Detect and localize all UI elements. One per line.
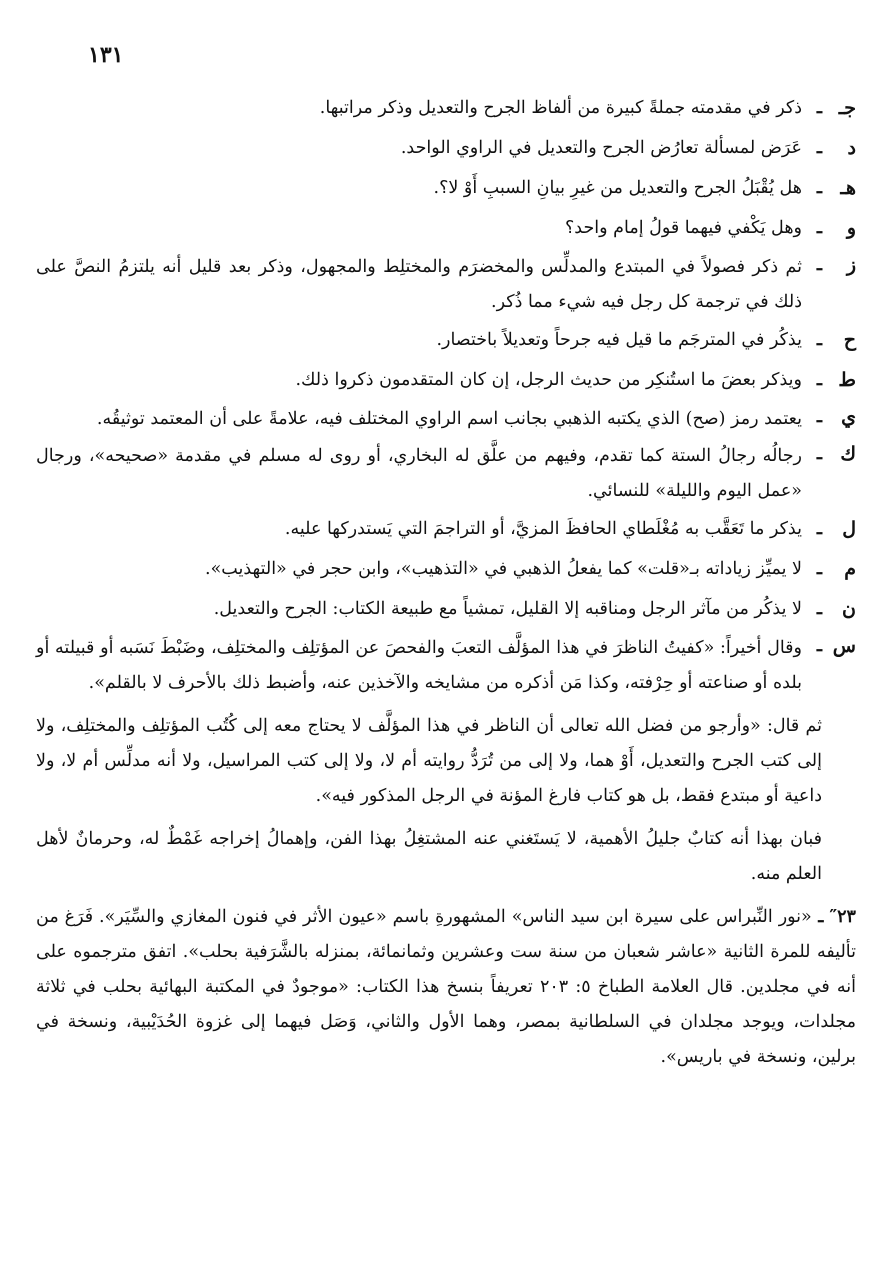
item-text: لا يميِّز زياداته بـ«قلت» كما يفعلُ الذهبي في «التذهيب»، وابن حجر في «التهذيب». xyxy=(205,559,802,579)
item-dash: ـ xyxy=(816,178,822,198)
item-text: لا يذكُر من مآثر الرجل ومناقبه إلا القليل، تمشياً مع طبيعة الكتاب: الجرح والتعديل. xyxy=(213,599,802,619)
page-number: ١٣١ xyxy=(88,42,124,68)
item-dash: ـ xyxy=(816,519,822,539)
list-item xyxy=(36,549,856,589)
item-dash: ـ xyxy=(816,218,822,238)
item-text: يعتمد رمز (صح) الذي يكتبه الذهبي بجانب اسم الراوي المختلف فيه، علامةً على أن المعتمد توثيقُه. xyxy=(96,409,802,429)
list-item xyxy=(36,437,856,509)
list-item xyxy=(36,360,856,400)
item-text: هل يُقْبَلُ الجرح والتعديل من غيرِ بيانِ السببِ أَوْ لا؟. xyxy=(433,178,802,198)
entry-dash: ـ xyxy=(811,907,824,927)
paragraph: فبان بهذا أنه كتابٌ جليلُ الأهمية، لا يَستَغني عنه المشتغِلُ بهذا الفن، وإهمالُ إخراجه غَمْطٌ له، وحرمانٌ لأهل العلم منه. xyxy=(36,829,822,884)
item-label: ك xyxy=(840,443,856,465)
list-item xyxy=(36,88,856,128)
item-text: ويذكر بعضَ ما استُنكِر من حديث الرجل، إن كان المتقدمون ذكروا ذلك. xyxy=(295,370,802,390)
list-item xyxy=(36,629,856,701)
item-text: يذكُر في المترجَم ما قيل فيه جرحاً وتعديلاً باختصار. xyxy=(436,330,802,350)
item-label: و xyxy=(846,217,856,239)
item-dash: ـ xyxy=(816,330,822,350)
list-item xyxy=(36,400,856,437)
item-dash: ـ xyxy=(816,370,822,390)
item-dash: ـ xyxy=(816,444,822,464)
list-item xyxy=(36,208,856,248)
item-text: يذكر ما تَعَقَّب به مُغْلَطاي الحافظَ المزيَّ، أو التراجمَ التي يَستدركها عليه. xyxy=(284,519,802,539)
item-dash: ـ xyxy=(816,255,822,275)
item-dash: ـ xyxy=(816,138,822,158)
list-item xyxy=(36,320,856,360)
list-item xyxy=(36,128,856,168)
item-label: س xyxy=(832,635,856,657)
item-text: ذكر في مقدمته جملةً كبيرة من ألفاظ الجرح والتعديل وذكر مراتبها. xyxy=(319,98,802,118)
item-dash: ـ xyxy=(816,599,822,619)
item-dash: ـ xyxy=(816,98,822,118)
list-item xyxy=(36,248,856,320)
item-label: ي xyxy=(841,406,856,428)
item-text: رجالُه رجالُ الستة كما تقدم، وفيهم من علَّق له البخاري، أو روى له مسلم في مقدمة «صحيحه»، ورجال «عمل اليوم والليلة» للنسائي. xyxy=(36,446,802,501)
feature-list xyxy=(36,88,856,1075)
item-text: وقال أخيراً: «كفيتُ الناظرَ في هذا المؤلَّف التعبَ والفحصَ عن المؤتلِف والمختلِف، وضَبْطَ نَسَبه أو قبيلته أو بلده أو صناعته أو حِرْفته، وكذا مَن أذكره من مشايخه والآخذين عنه، وأضبط ذلك بالأحرف لا بالقلم». xyxy=(36,638,802,693)
list-item xyxy=(36,509,856,549)
item-label: ط xyxy=(838,369,856,391)
item-text: عَرَض لمسألة تعارُض الجرح والتعديل في الراوي الواحد. xyxy=(400,138,802,158)
item-text: وهل يَكْفي فيهما قولُ إمام واحد؟ xyxy=(564,218,802,238)
item-dash: ـ xyxy=(816,407,822,427)
item-label: م xyxy=(844,558,856,580)
entry-number: ٢٣″ xyxy=(829,907,856,927)
book-entry xyxy=(36,900,856,1075)
list-item xyxy=(36,589,856,629)
paragraph: ثم قال: «وأرجو من فضل الله تعالى أن الناظر في هذا المؤلَّف لا يحتاج معه إلى كُتُب المؤتلِف والمختلِف، ولا إلى كتب الجرح والتعديل، أَوْ هما، ولا إلى من تُرَدُّ روايته أم لا، ولا إلى كتب المراسيل، ولا أنه مدلِّس أم لا، ولا داعية أو مبتدع فقط، بل هو كتاب فارغ المؤنة في الرجل المذكور فيه». xyxy=(36,716,822,806)
item-label: جـ xyxy=(838,97,856,119)
item-dash: ـ xyxy=(816,559,822,579)
item-label: ل xyxy=(842,518,856,540)
item-dash: ـ xyxy=(816,636,822,656)
item-text: ثم ذكر فصولاً في المبتدع والمدلِّس والمخضرَم والمختلِط والمجهول، وذكر بعد قليل أنه يلتزمُ النصَّ على ذلك في ترجمة كل رجل فيه شيء مما ذُكر. xyxy=(36,257,802,312)
item-label: هـ xyxy=(840,177,856,199)
item-label: ن xyxy=(842,598,856,620)
list-item xyxy=(36,168,856,208)
item-label: د xyxy=(847,137,856,159)
item-label: ز xyxy=(846,254,856,276)
item-label: ح xyxy=(843,329,856,351)
entry-text: «نور النِّبراس على سيرة ابن سيد الناس» المشهورةِ باسم «عيون الأثر في فنون المغازي والسِّيَر». فَرَغ من تأليفه للمرة الثانية «عاشر شعبان من سنة ست وعشرين وثمانمائة، بمنزله بالشَّرَفية بحلب». اتفق مترجموه على أنه في مجلدين. قال العلامة الطباخ ٥: ٢٠٣ تعريفاً بنسخ هذا الكتاب: «موجودٌ في المكتبة البهائية بحلب في ثلاثة مجلدات، ويوجد مجلدان في السلطانية بمصر، وهما الأول والثاني، وَصَل فيهما إلى غزوة الحُدَيْبية، ونسخة في برلين، ونسخة في باريس». xyxy=(36,907,856,1067)
